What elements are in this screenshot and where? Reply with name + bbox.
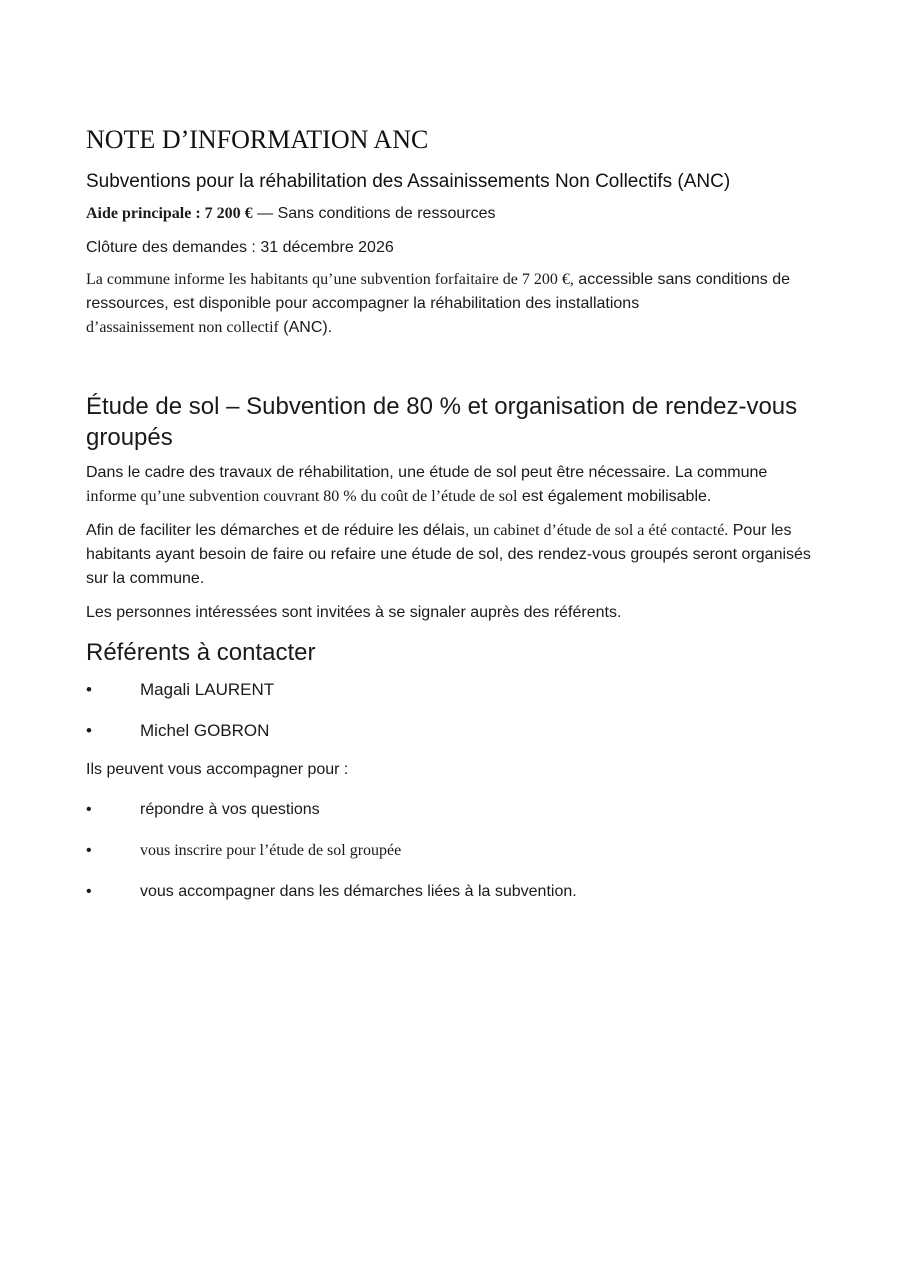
soil-paragraph-2	[86, 519, 822, 591]
bullet-icon: •	[86, 721, 92, 740]
list-item	[86, 678, 822, 702]
contact-names-list	[86, 678, 822, 743]
intro-part-4: (ANC).	[278, 319, 333, 336]
soil-p1-part-a: Dans le cadre des travaux de réhabilitation, une étude de sol peut être nécessaire. La commune	[86, 464, 768, 481]
help-item-text: vous inscrire pour l’étude de sol groupée	[140, 842, 402, 859]
soil-p2-part-c: Pour les habitants ayant besoin de faire ou refaire une étude de sol, des rendez-vous groupés seront organisés sur la commune.	[86, 522, 811, 587]
soil-p1-part-b: informe qu’une subvention couvrant 80 % du coût de l’étude de sol	[86, 488, 518, 505]
main-aid-label: Aide principale : 7 200 €	[86, 205, 253, 222]
page-title: NOTE D’INFORMATION ANC	[86, 125, 429, 154]
soil-paragraph-3: Les personnes intéressées sont invitées à se signaler auprès des référents.	[86, 604, 622, 621]
help-item-text: vous accompagner dans les démarches liées à la subvention.	[140, 883, 577, 900]
soil-paragraph-1	[86, 461, 822, 509]
main-aid-conditions: — Sans conditions de ressources	[257, 205, 496, 222]
intro-part-1: La commune informe les habitants qu’une subvention forfaitaire de 7 200 €,	[86, 271, 574, 288]
bullet-icon: •	[86, 801, 92, 818]
page-subtitle: Subventions pour la réhabilitation des Assainissements Non Collectifs (ANC)	[86, 171, 731, 192]
intro-paragraph	[86, 268, 822, 340]
main-aid-line	[86, 202, 822, 226]
intro-part-2: accessible sans conditions de ressources, est disponible pour accompagner la réhabilitation des installations	[86, 271, 790, 312]
deadline-text: Clôture des demandes : 31 décembre 2026	[86, 239, 394, 256]
list-item	[86, 798, 822, 822]
help-items-list	[86, 798, 822, 904]
soil-p1-part-c: est également mobilisable.	[517, 488, 712, 505]
list-item	[86, 880, 822, 904]
soil-section-title: Étude de sol – Subvention de 80 % et organisation de rendez-vous groupés	[86, 393, 798, 451]
contact-name: Magali LAURENT	[140, 680, 275, 699]
list-item	[86, 719, 822, 743]
bullet-icon: •	[86, 883, 92, 900]
bullet-icon: •	[86, 842, 92, 859]
intro-part-3: d’assainissement non collectif	[86, 319, 279, 336]
list-item	[86, 839, 822, 863]
help-intro-text: Ils peuvent vous accompagner pour :	[86, 761, 349, 778]
soil-p2-part-b: un cabinet d’étude de sol a été contacté.	[469, 522, 729, 539]
document-page	[86, 122, 822, 921]
help-item-text: répondre à vos questions	[140, 801, 320, 818]
contacts-section-title: Référents à contacter	[86, 639, 316, 666]
bullet-icon: •	[86, 680, 92, 699]
contact-name: Michel GOBRON	[140, 721, 270, 740]
soil-p2-part-a: Afin de faciliter les démarches et de réduire les délais,	[86, 522, 470, 539]
